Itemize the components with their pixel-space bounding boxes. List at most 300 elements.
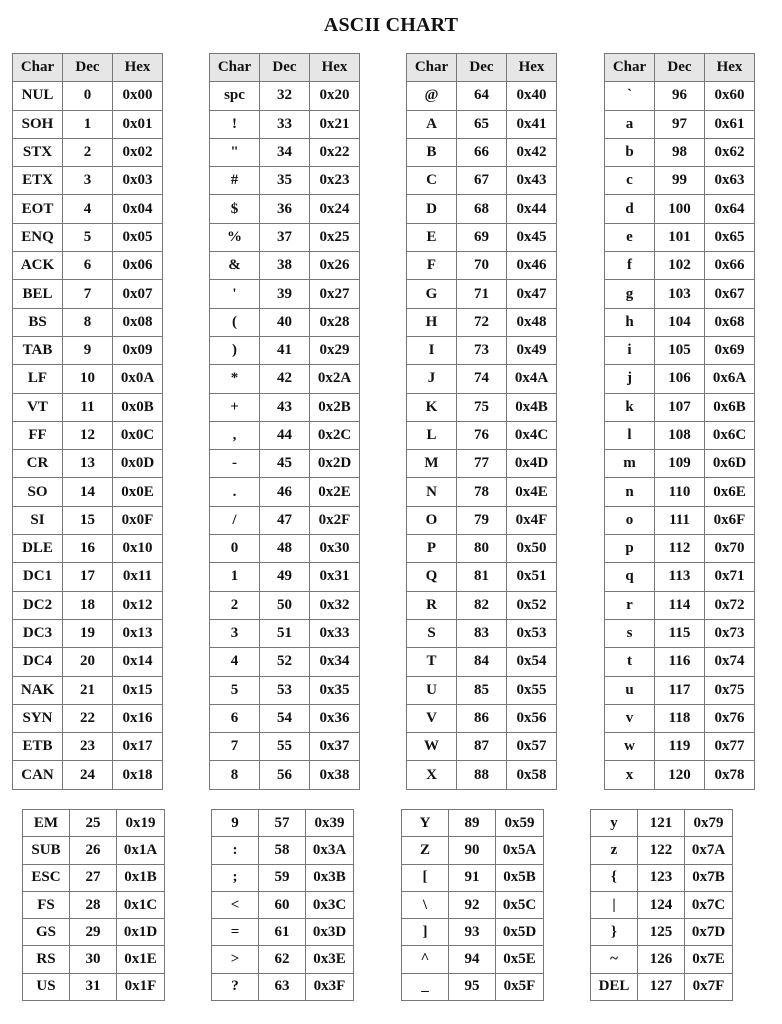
table-row (407, 676, 557, 704)
hex-cell: 0x57 (507, 733, 557, 761)
dec-cell: 0 (63, 82, 113, 110)
table-row (605, 506, 755, 534)
hex-cell: 0x47 (507, 280, 557, 308)
char-cell: FS (23, 891, 70, 918)
char-cell: M (407, 450, 457, 478)
dec-cell: 79 (457, 506, 507, 534)
dec-cell: 87 (457, 733, 507, 761)
dec-cell: 28 (70, 891, 117, 918)
table-row (407, 733, 557, 761)
table-row (210, 704, 360, 732)
hex-cell: 0x3B (306, 864, 354, 891)
table-row (210, 450, 360, 478)
hex-cell: 0x7B (685, 864, 733, 891)
table-row (13, 308, 163, 336)
table-row (210, 167, 360, 195)
hex-cell: 0x5E (496, 946, 544, 973)
table-row (407, 336, 557, 364)
dec-cell: 17 (63, 563, 113, 591)
char-cell: ; (212, 864, 259, 891)
table-row (591, 919, 733, 946)
dec-cell: 30 (70, 946, 117, 973)
dec-cell: 21 (63, 676, 113, 704)
table-row (210, 535, 360, 563)
hex-cell: 0x24 (310, 195, 360, 223)
hex-cell: 0x06 (113, 252, 163, 280)
dec-cell: 110 (655, 478, 705, 506)
char-cell: } (591, 919, 638, 946)
hex-cell: 0x5F (496, 973, 544, 1000)
char-cell: GS (23, 919, 70, 946)
char-cell: CAN (13, 761, 63, 789)
dec-cell: 119 (655, 733, 705, 761)
table-row (23, 973, 165, 1000)
dec-cell: 122 (638, 837, 685, 864)
ascii-table-96-120 (604, 53, 755, 790)
hex-cell: 0x40 (507, 82, 557, 110)
dec-cell: 102 (655, 252, 705, 280)
hex-cell: 0x59 (496, 810, 544, 837)
dec-cell: 76 (457, 421, 507, 449)
table-row (23, 864, 165, 891)
dec-cell: 103 (655, 280, 705, 308)
char-cell: DLE (13, 535, 63, 563)
hex-cell: 0x46 (507, 252, 557, 280)
char-cell: + (210, 393, 260, 421)
dec-cell: 49 (260, 563, 310, 591)
char-cell: EOT (13, 195, 63, 223)
table-row (13, 535, 163, 563)
hex-cell: 0x5A (496, 837, 544, 864)
table-row (407, 506, 557, 534)
dec-cell: 22 (63, 704, 113, 732)
table-row (407, 252, 557, 280)
hex-cell: 0x4B (507, 393, 557, 421)
hex-cell: 0x6B (705, 393, 755, 421)
table-row (210, 393, 360, 421)
dec-cell: 64 (457, 82, 507, 110)
char-cell: VT (13, 393, 63, 421)
table-row (23, 837, 165, 864)
table-row (605, 676, 755, 704)
hex-cell: 0x74 (705, 648, 755, 676)
ascii-table-32-56 (209, 53, 360, 790)
table-row (13, 648, 163, 676)
char-cell: EM (23, 810, 70, 837)
table-row (407, 421, 557, 449)
char-cell: ETB (13, 733, 63, 761)
dec-cell: 36 (260, 195, 310, 223)
hex-cell: 0x04 (113, 195, 163, 223)
dec-cell: 108 (655, 421, 705, 449)
char-cell: 0 (210, 535, 260, 563)
table-header-row (407, 54, 557, 82)
dec-cell: 84 (457, 648, 507, 676)
dec-cell: 66 (457, 138, 507, 166)
table-row (210, 82, 360, 110)
dec-cell: 12 (63, 421, 113, 449)
dec-cell: 31 (70, 973, 117, 1000)
dec-cell: 37 (260, 223, 310, 251)
table-row (210, 280, 360, 308)
hex-cell: 0x00 (113, 82, 163, 110)
ascii-table-25-31 (22, 809, 165, 1001)
table-row (210, 619, 360, 647)
dec-cell: 44 (260, 421, 310, 449)
hex-cell: 0x71 (705, 563, 755, 591)
hex-cell: 0x14 (113, 648, 163, 676)
table-row (605, 478, 755, 506)
char-cell: ` (605, 82, 655, 110)
table-row (407, 82, 557, 110)
hex-cell: 0x69 (705, 336, 755, 364)
table-row (605, 591, 755, 619)
table-row (212, 973, 354, 1000)
dec-cell: 89 (449, 810, 496, 837)
ascii-table-121-127 (590, 809, 733, 1001)
table-header-row (210, 54, 360, 82)
hex-cell: 0x5B (496, 864, 544, 891)
char-header: Char (210, 54, 260, 82)
dec-cell: 43 (260, 393, 310, 421)
dec-cell: 82 (457, 591, 507, 619)
char-cell: TAB (13, 336, 63, 364)
table-row (13, 563, 163, 591)
hex-cell: 0x56 (507, 704, 557, 732)
dec-cell: 27 (70, 864, 117, 891)
table-row (605, 761, 755, 789)
char-cell: k (605, 393, 655, 421)
table-row (13, 450, 163, 478)
hex-cell: 0x25 (310, 223, 360, 251)
table-row (407, 648, 557, 676)
hex-cell: 0x43 (507, 167, 557, 195)
table-row (605, 138, 755, 166)
hex-cell: 0x64 (705, 195, 755, 223)
char-cell: SUB (23, 837, 70, 864)
hex-cell: 0x41 (507, 110, 557, 138)
char-cell: g (605, 280, 655, 308)
table-row (402, 919, 544, 946)
dec-cell: 18 (63, 591, 113, 619)
dec-cell: 71 (457, 280, 507, 308)
dec-cell: 126 (638, 946, 685, 973)
table-row (212, 946, 354, 973)
table-row (591, 946, 733, 973)
dec-cell: 50 (260, 591, 310, 619)
table-row (605, 167, 755, 195)
hex-cell: 0x51 (507, 563, 557, 591)
char-cell: N (407, 478, 457, 506)
table-row (210, 591, 360, 619)
hex-cell: 0x0E (113, 478, 163, 506)
hex-cell: 0x16 (113, 704, 163, 732)
table-row (13, 138, 163, 166)
table-row (13, 223, 163, 251)
table-row (407, 223, 557, 251)
table-row (13, 167, 163, 195)
dec-cell: 116 (655, 648, 705, 676)
dec-cell: 68 (457, 195, 507, 223)
dec-cell: 72 (457, 308, 507, 336)
table-row (407, 563, 557, 591)
table-row (605, 563, 755, 591)
table-row (407, 478, 557, 506)
dec-header: Dec (260, 54, 310, 82)
dec-cell: 124 (638, 891, 685, 918)
char-header: Char (605, 54, 655, 82)
char-cell: 7 (210, 733, 260, 761)
char-cell: j (605, 365, 655, 393)
dec-header: Dec (655, 54, 705, 82)
dec-cell: 86 (457, 704, 507, 732)
hex-cell: 0x4F (507, 506, 557, 534)
dec-cell: 81 (457, 563, 507, 591)
hex-cell: 0x34 (310, 648, 360, 676)
dec-cell: 93 (449, 919, 496, 946)
char-cell: x (605, 761, 655, 789)
table-row (210, 478, 360, 506)
char-cell: = (212, 919, 259, 946)
char-cell: : (212, 837, 259, 864)
char-cell: NUL (13, 82, 63, 110)
hex-cell: 0x7D (685, 919, 733, 946)
table-row (402, 810, 544, 837)
char-cell: A (407, 110, 457, 138)
dec-cell: 58 (259, 837, 306, 864)
table-row (605, 308, 755, 336)
char-cell: ( (210, 308, 260, 336)
char-cell: 5 (210, 676, 260, 704)
char-cell: t (605, 648, 655, 676)
char-cell: _ (402, 973, 449, 1000)
table-row (591, 810, 733, 837)
char-cell: r (605, 591, 655, 619)
dec-cell: 2 (63, 138, 113, 166)
char-cell: S (407, 619, 457, 647)
hex-cell: 0x6F (705, 506, 755, 534)
table-row (210, 195, 360, 223)
dec-cell: 35 (260, 167, 310, 195)
table-row (605, 252, 755, 280)
table-row (13, 591, 163, 619)
dec-cell: 6 (63, 252, 113, 280)
dec-cell: 100 (655, 195, 705, 223)
hex-cell: 0x2E (310, 478, 360, 506)
char-cell: US (23, 973, 70, 1000)
table-row (13, 280, 163, 308)
hex-cell: 0x62 (705, 138, 755, 166)
hex-cell: 0x44 (507, 195, 557, 223)
char-cell: u (605, 676, 655, 704)
char-cell: DC4 (13, 648, 63, 676)
table-row (605, 450, 755, 478)
table-row (13, 506, 163, 534)
hex-cell: 0x70 (705, 535, 755, 563)
hex-cell: 0x7C (685, 891, 733, 918)
dec-cell: 4 (63, 195, 113, 223)
dec-cell: 24 (63, 761, 113, 789)
dec-cell: 95 (449, 973, 496, 1000)
hex-cell: 0x7E (685, 946, 733, 973)
char-cell: c (605, 167, 655, 195)
table-row (407, 195, 557, 223)
char-cell: z (591, 837, 638, 864)
dec-cell: 101 (655, 223, 705, 251)
dec-cell: 90 (449, 837, 496, 864)
table-row (407, 167, 557, 195)
char-cell: Q (407, 563, 457, 591)
dec-cell: 105 (655, 336, 705, 364)
dec-cell: 92 (449, 891, 496, 918)
table-row (407, 280, 557, 308)
hex-cell: 0x0A (113, 365, 163, 393)
dec-cell: 107 (655, 393, 705, 421)
hex-cell: 0x1F (117, 973, 165, 1000)
char-header: Char (13, 54, 63, 82)
char-cell: LF (13, 365, 63, 393)
table-row (210, 421, 360, 449)
table-row (605, 421, 755, 449)
char-cell: e (605, 223, 655, 251)
char-cell: W (407, 733, 457, 761)
char-cell: m (605, 450, 655, 478)
table-row (605, 535, 755, 563)
table-row (210, 138, 360, 166)
char-cell: K (407, 393, 457, 421)
char-cell: spc (210, 82, 260, 110)
table-row (407, 393, 557, 421)
hex-cell: 0x2D (310, 450, 360, 478)
hex-cell: 0x7F (685, 973, 733, 1000)
table-row (605, 619, 755, 647)
dec-cell: 85 (457, 676, 507, 704)
table-row (605, 195, 755, 223)
hex-cell: 0x4D (507, 450, 557, 478)
hex-cell: 0x3A (306, 837, 354, 864)
dec-cell: 113 (655, 563, 705, 591)
table-row (591, 891, 733, 918)
table-row (210, 676, 360, 704)
char-cell: @ (407, 82, 457, 110)
char-cell: G (407, 280, 457, 308)
hex-cell: 0x08 (113, 308, 163, 336)
hex-cell: 0x2C (310, 421, 360, 449)
dec-cell: 109 (655, 450, 705, 478)
char-cell: f (605, 252, 655, 280)
hex-cell: 0x03 (113, 167, 163, 195)
char-cell: [ (402, 864, 449, 891)
hex-cell: 0x1C (117, 891, 165, 918)
dec-cell: 19 (63, 619, 113, 647)
dec-cell: 99 (655, 167, 705, 195)
table-row (210, 563, 360, 591)
table-row (407, 308, 557, 336)
hex-cell: 0x17 (113, 733, 163, 761)
table-row (212, 864, 354, 891)
dec-cell: 104 (655, 308, 705, 336)
char-cell: { (591, 864, 638, 891)
hex-cell: 0x1D (117, 919, 165, 946)
table-row (605, 280, 755, 308)
table-row (210, 506, 360, 534)
table-row (13, 733, 163, 761)
char-cell: L (407, 421, 457, 449)
hex-cell: 0x72 (705, 591, 755, 619)
char-cell: ~ (591, 946, 638, 973)
hex-cell: 0x33 (310, 619, 360, 647)
hex-cell: 0x50 (507, 535, 557, 563)
table-row (23, 919, 165, 946)
char-cell: w (605, 733, 655, 761)
char-cell: v (605, 704, 655, 732)
dec-cell: 42 (260, 365, 310, 393)
dec-cell: 45 (260, 450, 310, 478)
hex-cell: 0x5C (496, 891, 544, 918)
char-cell: ! (210, 110, 260, 138)
dec-cell: 11 (63, 393, 113, 421)
hex-cell: 0x48 (507, 308, 557, 336)
char-cell: F (407, 252, 457, 280)
char-cell: 2 (210, 591, 260, 619)
hex-cell: 0x6E (705, 478, 755, 506)
char-cell: D (407, 195, 457, 223)
hex-header: Hex (705, 54, 755, 82)
char-cell: P (407, 535, 457, 563)
table-row (212, 810, 354, 837)
dec-cell: 112 (655, 535, 705, 563)
table-row (23, 891, 165, 918)
char-cell: I (407, 336, 457, 364)
hex-header: Hex (310, 54, 360, 82)
hex-cell: 0x61 (705, 110, 755, 138)
dec-cell: 9 (63, 336, 113, 364)
dec-cell: 39 (260, 280, 310, 308)
dec-cell: 51 (260, 619, 310, 647)
char-cell: C (407, 167, 457, 195)
char-cell: ) (210, 336, 260, 364)
hex-cell: 0x31 (310, 563, 360, 591)
table-row (210, 223, 360, 251)
hex-cell: 0x35 (310, 676, 360, 704)
char-cell: a (605, 110, 655, 138)
hex-cell: 0x68 (705, 308, 755, 336)
table-row (210, 308, 360, 336)
hex-cell: 0x0D (113, 450, 163, 478)
table-row (402, 837, 544, 864)
hex-cell: 0x42 (507, 138, 557, 166)
dec-cell: 111 (655, 506, 705, 534)
table-row (210, 761, 360, 789)
char-cell: ACK (13, 252, 63, 280)
dec-cell: 62 (259, 946, 306, 973)
table-row (212, 891, 354, 918)
hex-cell: 0x73 (705, 619, 755, 647)
hex-cell: 0x3C (306, 891, 354, 918)
dec-cell: 65 (457, 110, 507, 138)
char-cell: CR (13, 450, 63, 478)
char-cell: X (407, 761, 457, 789)
hex-cell: 0x54 (507, 648, 557, 676)
char-cell: < (212, 891, 259, 918)
dec-cell: 10 (63, 365, 113, 393)
hex-cell: 0x79 (685, 810, 733, 837)
dec-cell: 96 (655, 82, 705, 110)
dec-cell: 20 (63, 648, 113, 676)
table-header-row (13, 54, 163, 82)
hex-cell: 0x21 (310, 110, 360, 138)
table-row (13, 252, 163, 280)
